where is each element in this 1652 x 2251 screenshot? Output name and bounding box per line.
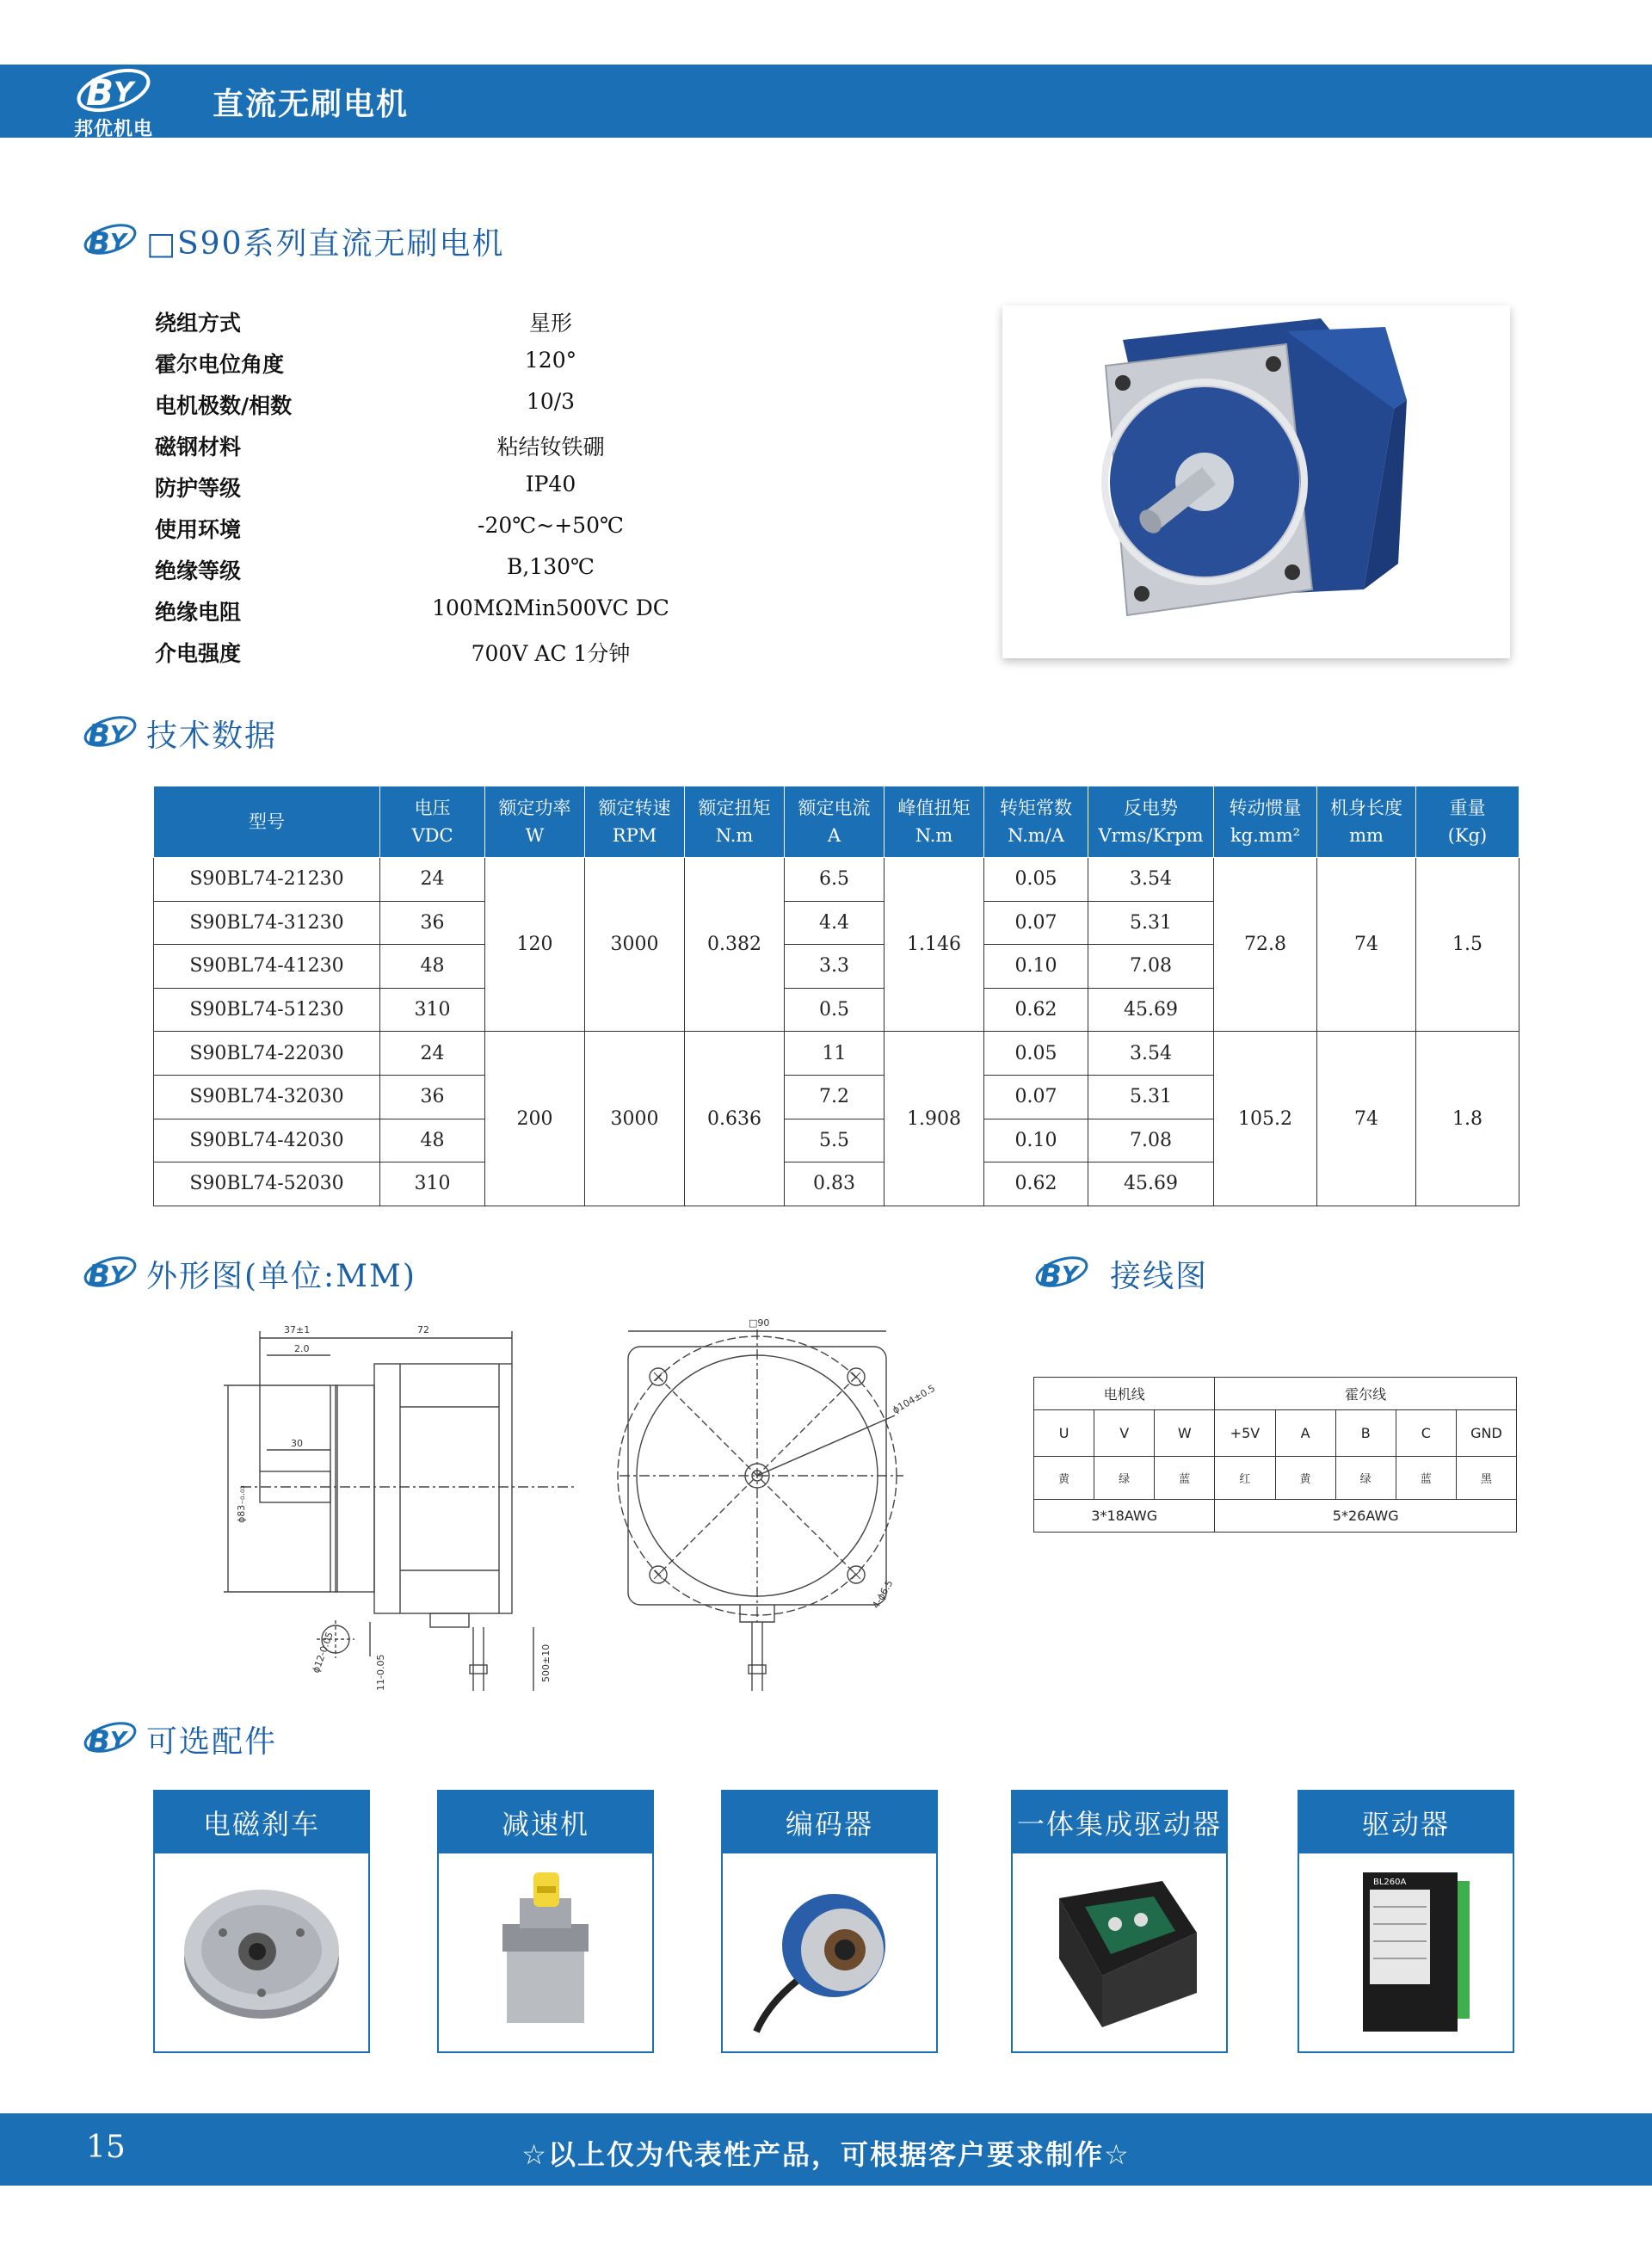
section-logo-icon	[79, 709, 139, 757]
spec-label: 绕组方式	[155, 311, 242, 336]
gearbox-image	[459, 1864, 632, 2036]
spec-value: 10/3	[526, 389, 576, 414]
driver-image	[1320, 1864, 1492, 2036]
cell-model: S90BL74-51230	[154, 988, 380, 1032]
cell-speed: 3000	[585, 858, 685, 1032]
cell-length: 74	[1317, 1032, 1416, 1206]
cell-voltage: 310	[380, 1163, 485, 1206]
svg-text:Y: Y	[110, 1728, 126, 1754]
wire-color: 蓝	[1396, 1457, 1456, 1500]
spec-row	[155, 306, 637, 341]
dim-label: 2.0	[294, 1343, 310, 1354]
footer-note: ☆以上仅为代表性产品，可根据客户要求制作☆	[521, 2138, 1131, 2171]
cell-model: S90BL74-41230	[154, 945, 380, 989]
cell-voltage: 24	[380, 858, 485, 902]
cell-torque-constant: 0.62	[984, 988, 1088, 1032]
section-title: 技术数据	[146, 718, 278, 754]
cell-current: 0.5	[785, 988, 885, 1032]
cell-torque-constant: 0.05	[984, 1032, 1088, 1076]
spec-value: 120°	[524, 348, 577, 373]
header-back-emf: 反电势 Vrms/Krpm	[1088, 786, 1214, 858]
logo-text: 邦优机电	[74, 119, 154, 140]
cell-power: 200	[485, 1032, 585, 1206]
pin-label: A	[1275, 1410, 1335, 1457]
svg-text:B: B	[88, 1259, 110, 1293]
cell-back-emf: 7.08	[1088, 945, 1214, 989]
cell-voltage: 48	[380, 945, 485, 989]
cell-voltage: 36	[380, 1075, 485, 1119]
cell-back-emf: 45.69	[1088, 1163, 1214, 1206]
motor-photo	[1002, 305, 1510, 658]
spec-row	[155, 595, 669, 630]
wire-color: 绿	[1335, 1457, 1396, 1500]
spec-label: 电机极数/相数	[155, 393, 293, 418]
pin-label: B	[1335, 1410, 1396, 1457]
cell-power: 120	[485, 858, 585, 1032]
cell-model: S90BL74-31230	[154, 901, 380, 945]
dim-label: ϕ104±0.5	[891, 1382, 938, 1416]
cell-weight: 1.5	[1416, 858, 1519, 1032]
accessory-label: 一体集成驱动器	[1013, 1792, 1226, 1853]
outline-drawing	[215, 1312, 964, 1717]
cell-peak-torque: 1.146	[885, 858, 984, 1032]
svg-text:Y: Y	[110, 230, 126, 256]
cell-torque-constant: 0.05	[984, 858, 1088, 902]
cell-voltage: 24	[380, 1032, 485, 1076]
spec-row	[155, 389, 637, 423]
accessory-label: 编码器	[723, 1792, 936, 1853]
cell-current: 6.5	[785, 858, 885, 902]
spec-label: 霍尔电位角度	[155, 352, 285, 377]
cell-back-emf: 5.31	[1088, 1075, 1214, 1119]
cell-length: 74	[1317, 858, 1416, 1032]
header-power: 额定功率 W	[485, 786, 585, 858]
cell-torque-constant: 0.62	[984, 1163, 1088, 1206]
cell-speed: 3000	[585, 1032, 685, 1206]
spec-value: 100MΩMin500VC DC	[432, 595, 669, 620]
table-header-row	[154, 786, 1519, 858]
spec-row	[155, 554, 637, 589]
brake-image	[176, 1864, 348, 2036]
section-series	[79, 217, 505, 265]
page-title: 直流无刷电机	[213, 87, 410, 122]
spec-label: 使用环境	[155, 517, 242, 542]
accessory-label: 减速机	[439, 1792, 652, 1853]
spec-value: -20℃~+50℃	[478, 513, 624, 538]
spec-label: 磁钢材料	[155, 435, 242, 459]
table-row	[154, 1032, 1519, 1076]
pin-label: GND	[1456, 1410, 1516, 1457]
accessory-card-gearbox	[437, 1790, 654, 2053]
spec-value: 700V AC 1分钟	[471, 641, 631, 666]
header-torque: 额定扭矩 N.m	[685, 786, 785, 858]
svg-text:B: B	[88, 226, 110, 261]
spec-label: 绝缘电阻	[155, 600, 242, 625]
pin-label: U	[1034, 1410, 1094, 1457]
cell-current: 4.4	[785, 901, 885, 945]
motor-image	[1002, 305, 1510, 658]
accessory-label: 电磁刹车	[155, 1792, 368, 1853]
cell-weight: 1.8	[1416, 1032, 1519, 1206]
dim-label: ϕ12-0.05	[310, 1630, 336, 1675]
section-title: 外形图(单位:MM)	[146, 1258, 416, 1294]
cell-inertia: 105.2	[1214, 1032, 1317, 1206]
dim-label: 11-0.05	[375, 1654, 386, 1691]
cell-current: 5.5	[785, 1119, 885, 1163]
pin-label: V	[1094, 1410, 1155, 1457]
svg-text:B: B	[86, 71, 114, 114]
hall-wire-group: 霍尔线	[1215, 1378, 1517, 1410]
cell-peak-torque: 1.908	[885, 1032, 984, 1206]
cell-current: 0.83	[785, 1163, 885, 1206]
header-current: 额定电流 A	[785, 786, 885, 858]
svg-text:B: B	[88, 1724, 110, 1759]
svg-text:Y: Y	[114, 76, 134, 108]
tech-data-table	[153, 786, 1519, 1206]
integrated-driver-image	[1033, 1864, 1205, 2036]
spec-label: 介电强度	[155, 641, 242, 666]
spec-row	[155, 430, 637, 465]
cell-back-emf: 5.31	[1088, 901, 1214, 945]
cell-current: 7.2	[785, 1075, 885, 1119]
spec-label: 绝缘等级	[155, 558, 242, 583]
wire-color: 黄	[1275, 1457, 1335, 1500]
svg-text:B: B	[88, 718, 110, 753]
pin-label: C	[1396, 1410, 1456, 1457]
wire-color: 黄	[1034, 1457, 1094, 1500]
spec-row	[155, 472, 637, 506]
svg-text:Y: Y	[110, 722, 126, 748]
cell-back-emf: 7.08	[1088, 1119, 1214, 1163]
pin-label: W	[1155, 1410, 1215, 1457]
header-weight: 重量 (Kg)	[1416, 786, 1519, 858]
section-logo-icon	[1031, 1249, 1091, 1298]
dim-label: 500±10	[540, 1644, 552, 1682]
cell-back-emf: 3.54	[1088, 858, 1214, 902]
cell-voltage: 48	[380, 1119, 485, 1163]
cell-inertia: 72.8	[1214, 858, 1317, 1032]
header-peak-torque: 峰值扭矩 N.m	[885, 786, 984, 858]
spec-value: 粘结钕铁硼	[496, 435, 605, 459]
cell-torque: 0.636	[685, 1032, 785, 1206]
cell-voltage: 36	[380, 901, 485, 945]
wire-color: 红	[1215, 1457, 1275, 1500]
cell-back-emf: 3.54	[1088, 1032, 1214, 1076]
section-wiring	[1031, 1249, 1208, 1298]
spec-row	[155, 637, 637, 671]
dim-label: □90	[749, 1317, 770, 1329]
wire-color: 绿	[1094, 1457, 1155, 1500]
encoder-image	[743, 1864, 915, 2036]
header-model: 型号	[154, 786, 380, 858]
wiring-table	[1033, 1377, 1517, 1533]
accessory-label: 驱动器	[1299, 1792, 1513, 1853]
header-length: 机身长度 mm	[1317, 786, 1416, 858]
page-number: 15	[86, 2130, 126, 2165]
spec-row	[155, 348, 637, 382]
wire-color: 蓝	[1155, 1457, 1215, 1500]
cell-torque-constant: 0.10	[984, 1119, 1088, 1163]
accessory-card-encoder	[721, 1790, 938, 2053]
header-voltage: 电压 VDC	[380, 786, 485, 858]
hall-wire-gauge: 5*26AWG	[1215, 1500, 1517, 1533]
section-title: 可选配件	[146, 1724, 278, 1760]
header-speed: 额定转速 RPM	[585, 786, 685, 858]
cell-current: 3.3	[785, 945, 885, 989]
section-tech	[79, 709, 277, 757]
header-inertia: 转动惯量 kg.mm²	[1214, 786, 1317, 858]
section-title: 接线图	[1110, 1258, 1209, 1294]
section-title: □S90系列直流无刷电机	[146, 225, 505, 262]
spec-value: 星形	[528, 311, 572, 336]
section-logo-icon	[79, 217, 139, 265]
driver-model-label: BL260A	[1373, 1878, 1407, 1887]
cell-torque-constant: 0.10	[984, 945, 1088, 989]
dim-label: 37±1	[284, 1324, 311, 1335]
dim-label: ϕ83₋₀.₀₃	[236, 1485, 247, 1523]
dim-label: 72	[417, 1324, 429, 1335]
spec-row	[155, 513, 637, 547]
accessory-card-brake	[153, 1790, 370, 2053]
cell-model: S90BL74-22030	[154, 1032, 380, 1076]
svg-text:Y: Y	[1062, 1262, 1078, 1288]
wire-color: 黑	[1456, 1457, 1516, 1500]
cell-model: S90BL74-32030	[154, 1075, 380, 1119]
section-logo-icon	[79, 1249, 139, 1298]
svg-text:B: B	[1039, 1259, 1062, 1293]
cell-torque: 0.382	[685, 858, 785, 1032]
section-outline	[79, 1249, 416, 1298]
section-logo-icon	[79, 1715, 139, 1763]
spec-label: 防护等级	[155, 476, 242, 501]
dim-label: 4-ϕ6.5	[870, 1578, 896, 1611]
svg-text:Y: Y	[110, 1262, 126, 1288]
motor-wire-gauge: 3*18AWG	[1034, 1500, 1215, 1533]
cell-current: 11	[785, 1032, 885, 1076]
dim-label: 30	[291, 1438, 303, 1449]
spec-value: B,130℃	[506, 554, 595, 579]
cell-model: S90BL74-42030	[154, 1119, 380, 1163]
cell-torque-constant: 0.07	[984, 901, 1088, 945]
pin-label: +5V	[1215, 1410, 1275, 1457]
section-options	[79, 1715, 277, 1763]
spec-value: IP40	[525, 472, 576, 496]
accessory-card-driver	[1298, 1790, 1514, 2053]
cell-torque-constant: 0.07	[984, 1075, 1088, 1119]
accessory-card-integrated-driver	[1011, 1790, 1228, 2053]
cell-voltage: 310	[380, 988, 485, 1032]
header-torque-constant: 转矩常数 N.m/A	[984, 786, 1088, 858]
table-row	[154, 858, 1519, 902]
cell-back-emf: 45.69	[1088, 988, 1214, 1032]
cell-model: S90BL74-21230	[154, 858, 380, 902]
motor-wire-group: 电机线	[1034, 1378, 1215, 1410]
cell-model: S90BL74-52030	[154, 1163, 380, 1206]
